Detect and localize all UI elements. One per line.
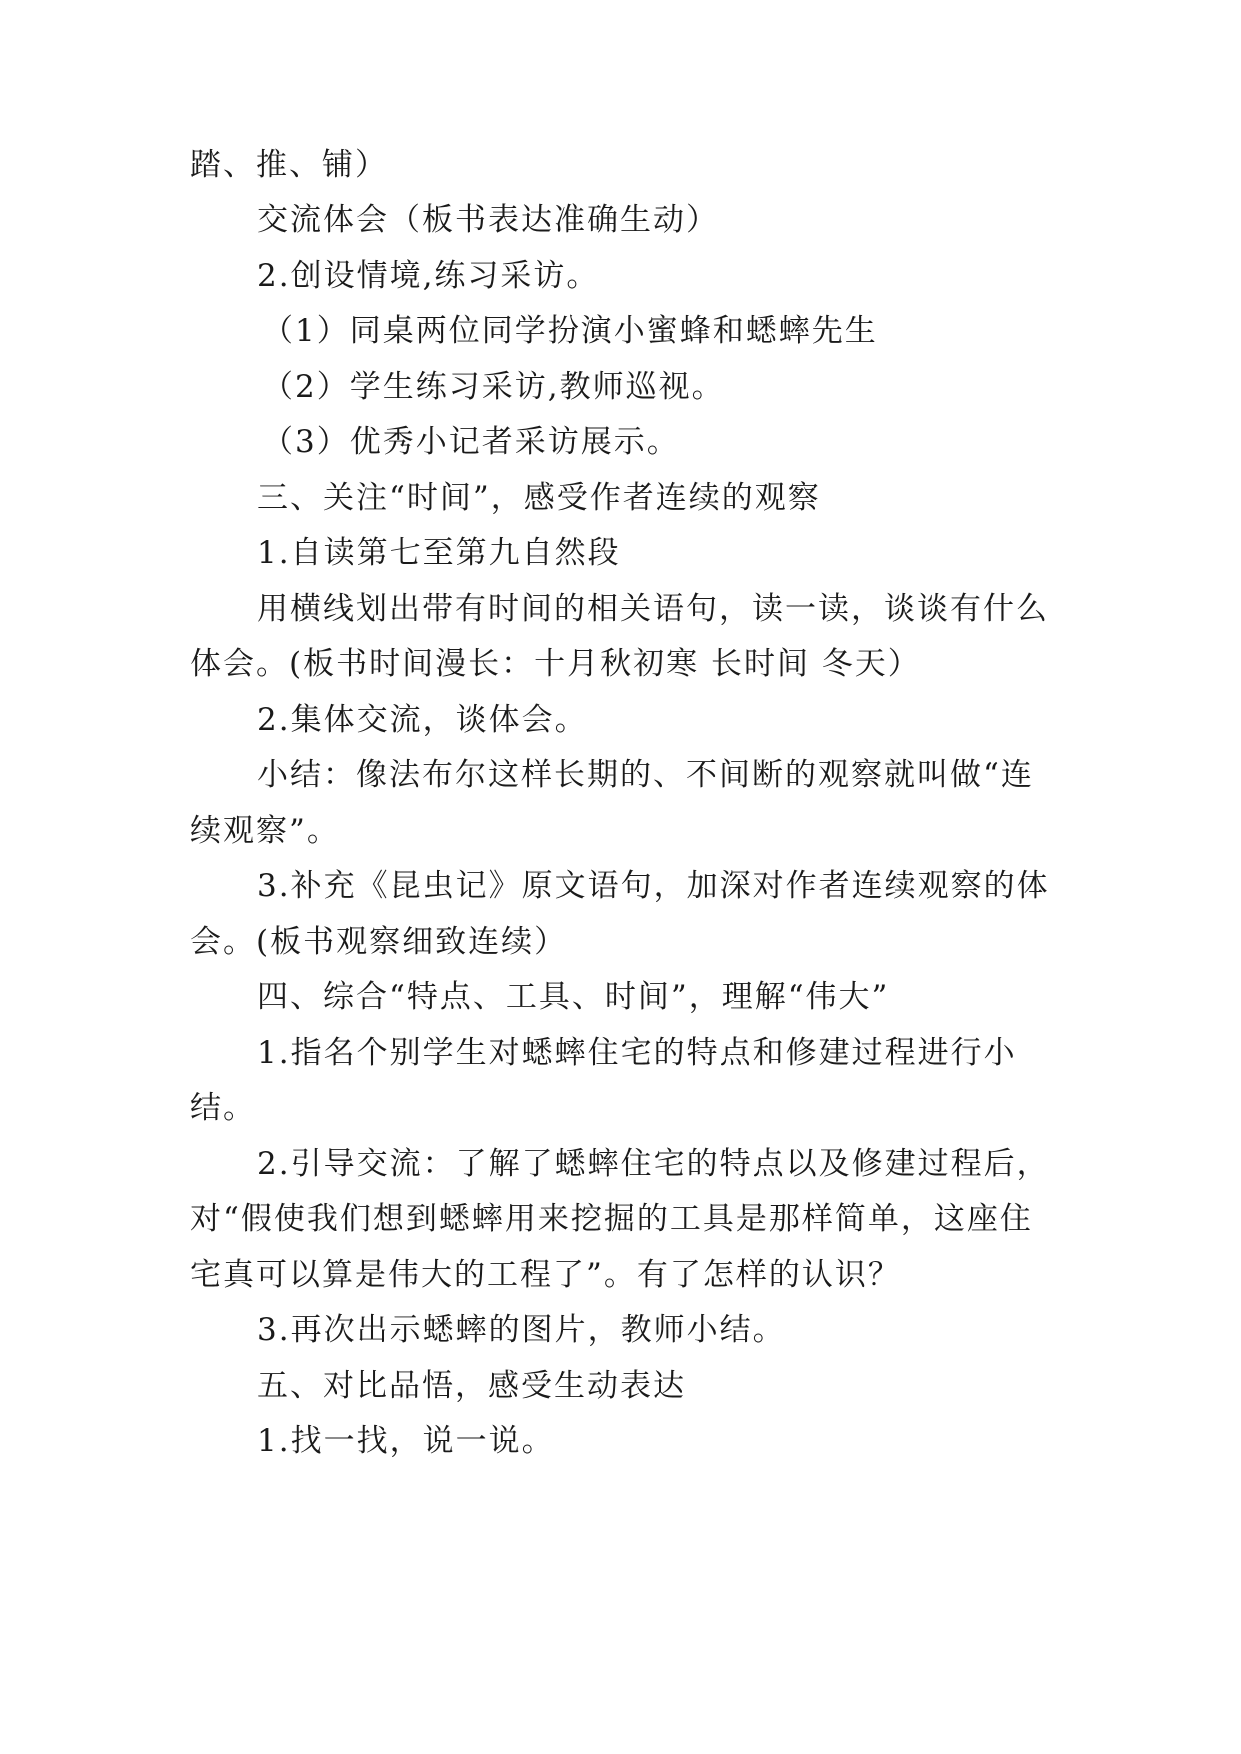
text-line: 1.自读第七至第九自然段 <box>257 535 621 571</box>
text-line: 踏、推、铺） <box>190 147 388 183</box>
text-line: 3.再次出示蟋蟀的图片，教师小结。 <box>257 1312 786 1348</box>
text-line: 2.集体交流，谈体会。 <box>257 702 588 738</box>
text-line: 结。 <box>190 1090 256 1126</box>
text-line: 小结：像法布尔这样长期的、不间断的观察就叫做“连 <box>257 757 1034 793</box>
text-line: 宅真可以算是伟大的工程了”。有了怎样的认识？ <box>190 1257 901 1293</box>
text-line: 1.找一找，说一说。 <box>257 1423 555 1459</box>
text-line: 3.补充《昆虫记》原文语句，加深对作者连续观察的体 <box>257 868 1050 904</box>
text-line: 2.创设情境,练习采访。 <box>257 258 600 294</box>
text-line: 交流体会（板书表达准确生动） <box>257 202 719 238</box>
text-line: 1.指名个别学生对蟋蟀住宅的特点和修建过程进行小 <box>257 1035 1017 1071</box>
text-line: （1）同桌两位同学扮演小蜜蜂和蟋蟀先生 <box>262 313 878 349</box>
text-line: 2.引导交流：了解了蟋蟀住宅的特点以及修建过程后， <box>257 1146 1050 1182</box>
text-line: 会。(板书观察细致连续） <box>190 924 568 960</box>
section-heading: 五、对比品悟，感受生动表达 <box>257 1368 686 1404</box>
section-heading: 三、关注“时间”，感受作者连续的观察 <box>257 480 821 516</box>
text-line: 用横线划出带有时间的相关语句，读一读，谈谈有什么 <box>257 591 1049 627</box>
text-line: （3）优秀小记者采访展示。 <box>262 424 680 460</box>
text-line: 对“假使我们想到蟋蟀用来挖掘的工具是那样简单，这座住 <box>190 1201 1033 1237</box>
section-heading: 四、综合“特点、工具、时间”，理解“伟大” <box>257 979 890 1015</box>
text-line: 续观察”。 <box>190 813 340 849</box>
text-line: 体会。(板书时间漫长：十月秋初寒 长时间 冬天） <box>190 646 921 682</box>
text-line: （2）学生练习采访,教师巡视。 <box>262 369 725 405</box>
